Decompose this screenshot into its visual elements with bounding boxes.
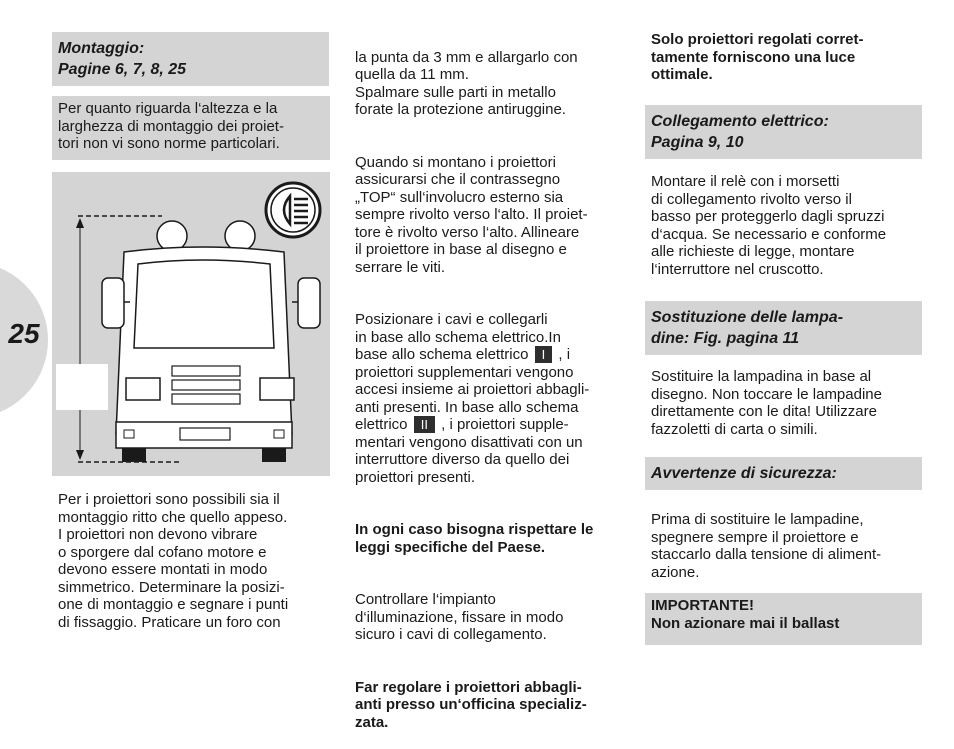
col1-body: Per i proiettori sono possibili sia il montaggio ritto che quello appeso. I proiettori non devono vibrare o sporgere dal cofano motore e devono essere montati in modo simmetrico. Determinare la posizi- one di montaggio e segnare i punti di fissaggio. Praticare un foro con <box>58 491 289 631</box>
note-box <box>52 96 330 160</box>
heading-line: Collegamento elettrico: <box>651 113 829 130</box>
paragraph: Quando si montano i proiettori assicurarsi che il contrassegno „TOP“ sull‘involucro esterno sia sempre rivolto verso l‘alto. Il proiet- tore è rivolto verso l‘alto. Allineare il proiettore in base al disegno e serrare le viti. <box>355 153 588 276</box>
important-title: IMPORTANTE! <box>651 597 755 614</box>
heading-line: Sostituzione delle lampa- <box>651 309 844 326</box>
heading-line: Pagine 6, 7, 8, 25 <box>58 61 187 78</box>
heading-line: Pagina 9, 10 <box>651 134 744 151</box>
paragraph-schema <box>355 311 630 486</box>
col2-text <box>355 31 630 749</box>
truck-front-illustration <box>52 172 330 476</box>
paragraph: Controllare l‘impianto d‘illuminazione, fissare in modo sicuro i cavi di collegamento. <box>355 591 564 643</box>
text-span: , i proiettori supplementari vengono accesi insieme ai proiettori abbagli- anti presenti. In base allo schema elettrico <box>355 346 590 433</box>
paragraph: la punta da 3 mm e allargarlo con quella da 11 mm. Spalmare sulle parti in metallo forate la protezione antiruggine. <box>355 48 578 118</box>
truck-figure <box>52 172 330 476</box>
paragraph-bold: In ogni caso bisogna rispettare le leggi specifiche del Paese. <box>355 521 594 556</box>
note-text: Per quanto riguarda l‘altezza e la larghezza di montaggio dei proiet- tori non vi sono norme particolari. <box>58 100 284 152</box>
heading-collegamento <box>645 105 922 159</box>
paragraph-bold: Far regolare i proiettori abbagli- anti presso un‘officina specializ- zata. <box>355 678 587 731</box>
heading-line: dine: Fig. pagina 11 <box>651 330 800 347</box>
heading-avvertenze <box>645 457 922 490</box>
text-span: , i proiettori supple- mentari vengono disattivati con un interruttore diverso da quello dei proiettori presenti. <box>355 416 583 486</box>
text-span: Posizionare i cavi e collegarli in base allo schema elettrico.In base allo schema elettrico <box>355 311 561 363</box>
col3-intro: Solo proiettori regolati corret- tamente forniscono una luce ottimale. <box>651 31 864 83</box>
page-number: 25 <box>8 318 40 349</box>
heading-line: Montaggio: <box>58 40 145 57</box>
heading-line: Avvertenze di sicurezza: <box>651 465 837 482</box>
col3-p3: Prima di sostituire le lampadine, spegnere sempre il proiettore e staccarlo dalla tensione di aliment- azione. <box>651 511 882 581</box>
col3-p2: Sostituire la lampadina in base al disegno. Non toccare le lampadine direttamente con le dita! Utilizzare fazzoletti di carta o simili. <box>651 368 882 438</box>
important-text: Non azionare mai il ballast <box>651 614 840 632</box>
headlamp-symbol-icon <box>266 183 320 237</box>
important-box <box>645 593 922 645</box>
schema-tag-i: I <box>535 346 553 363</box>
heading-sostituzione <box>645 301 922 355</box>
heading-montaggio <box>52 32 329 86</box>
schema-tag-ii: II <box>414 416 435 433</box>
col3-p1: Montare il relè con i morsetti di collegamento rivolto verso il basso per proteggerlo dagli spruzzi d‘acqua. Se necessario e conforme alle richieste di legge, montare l‘interruttore nel cruscotto. <box>651 173 887 278</box>
